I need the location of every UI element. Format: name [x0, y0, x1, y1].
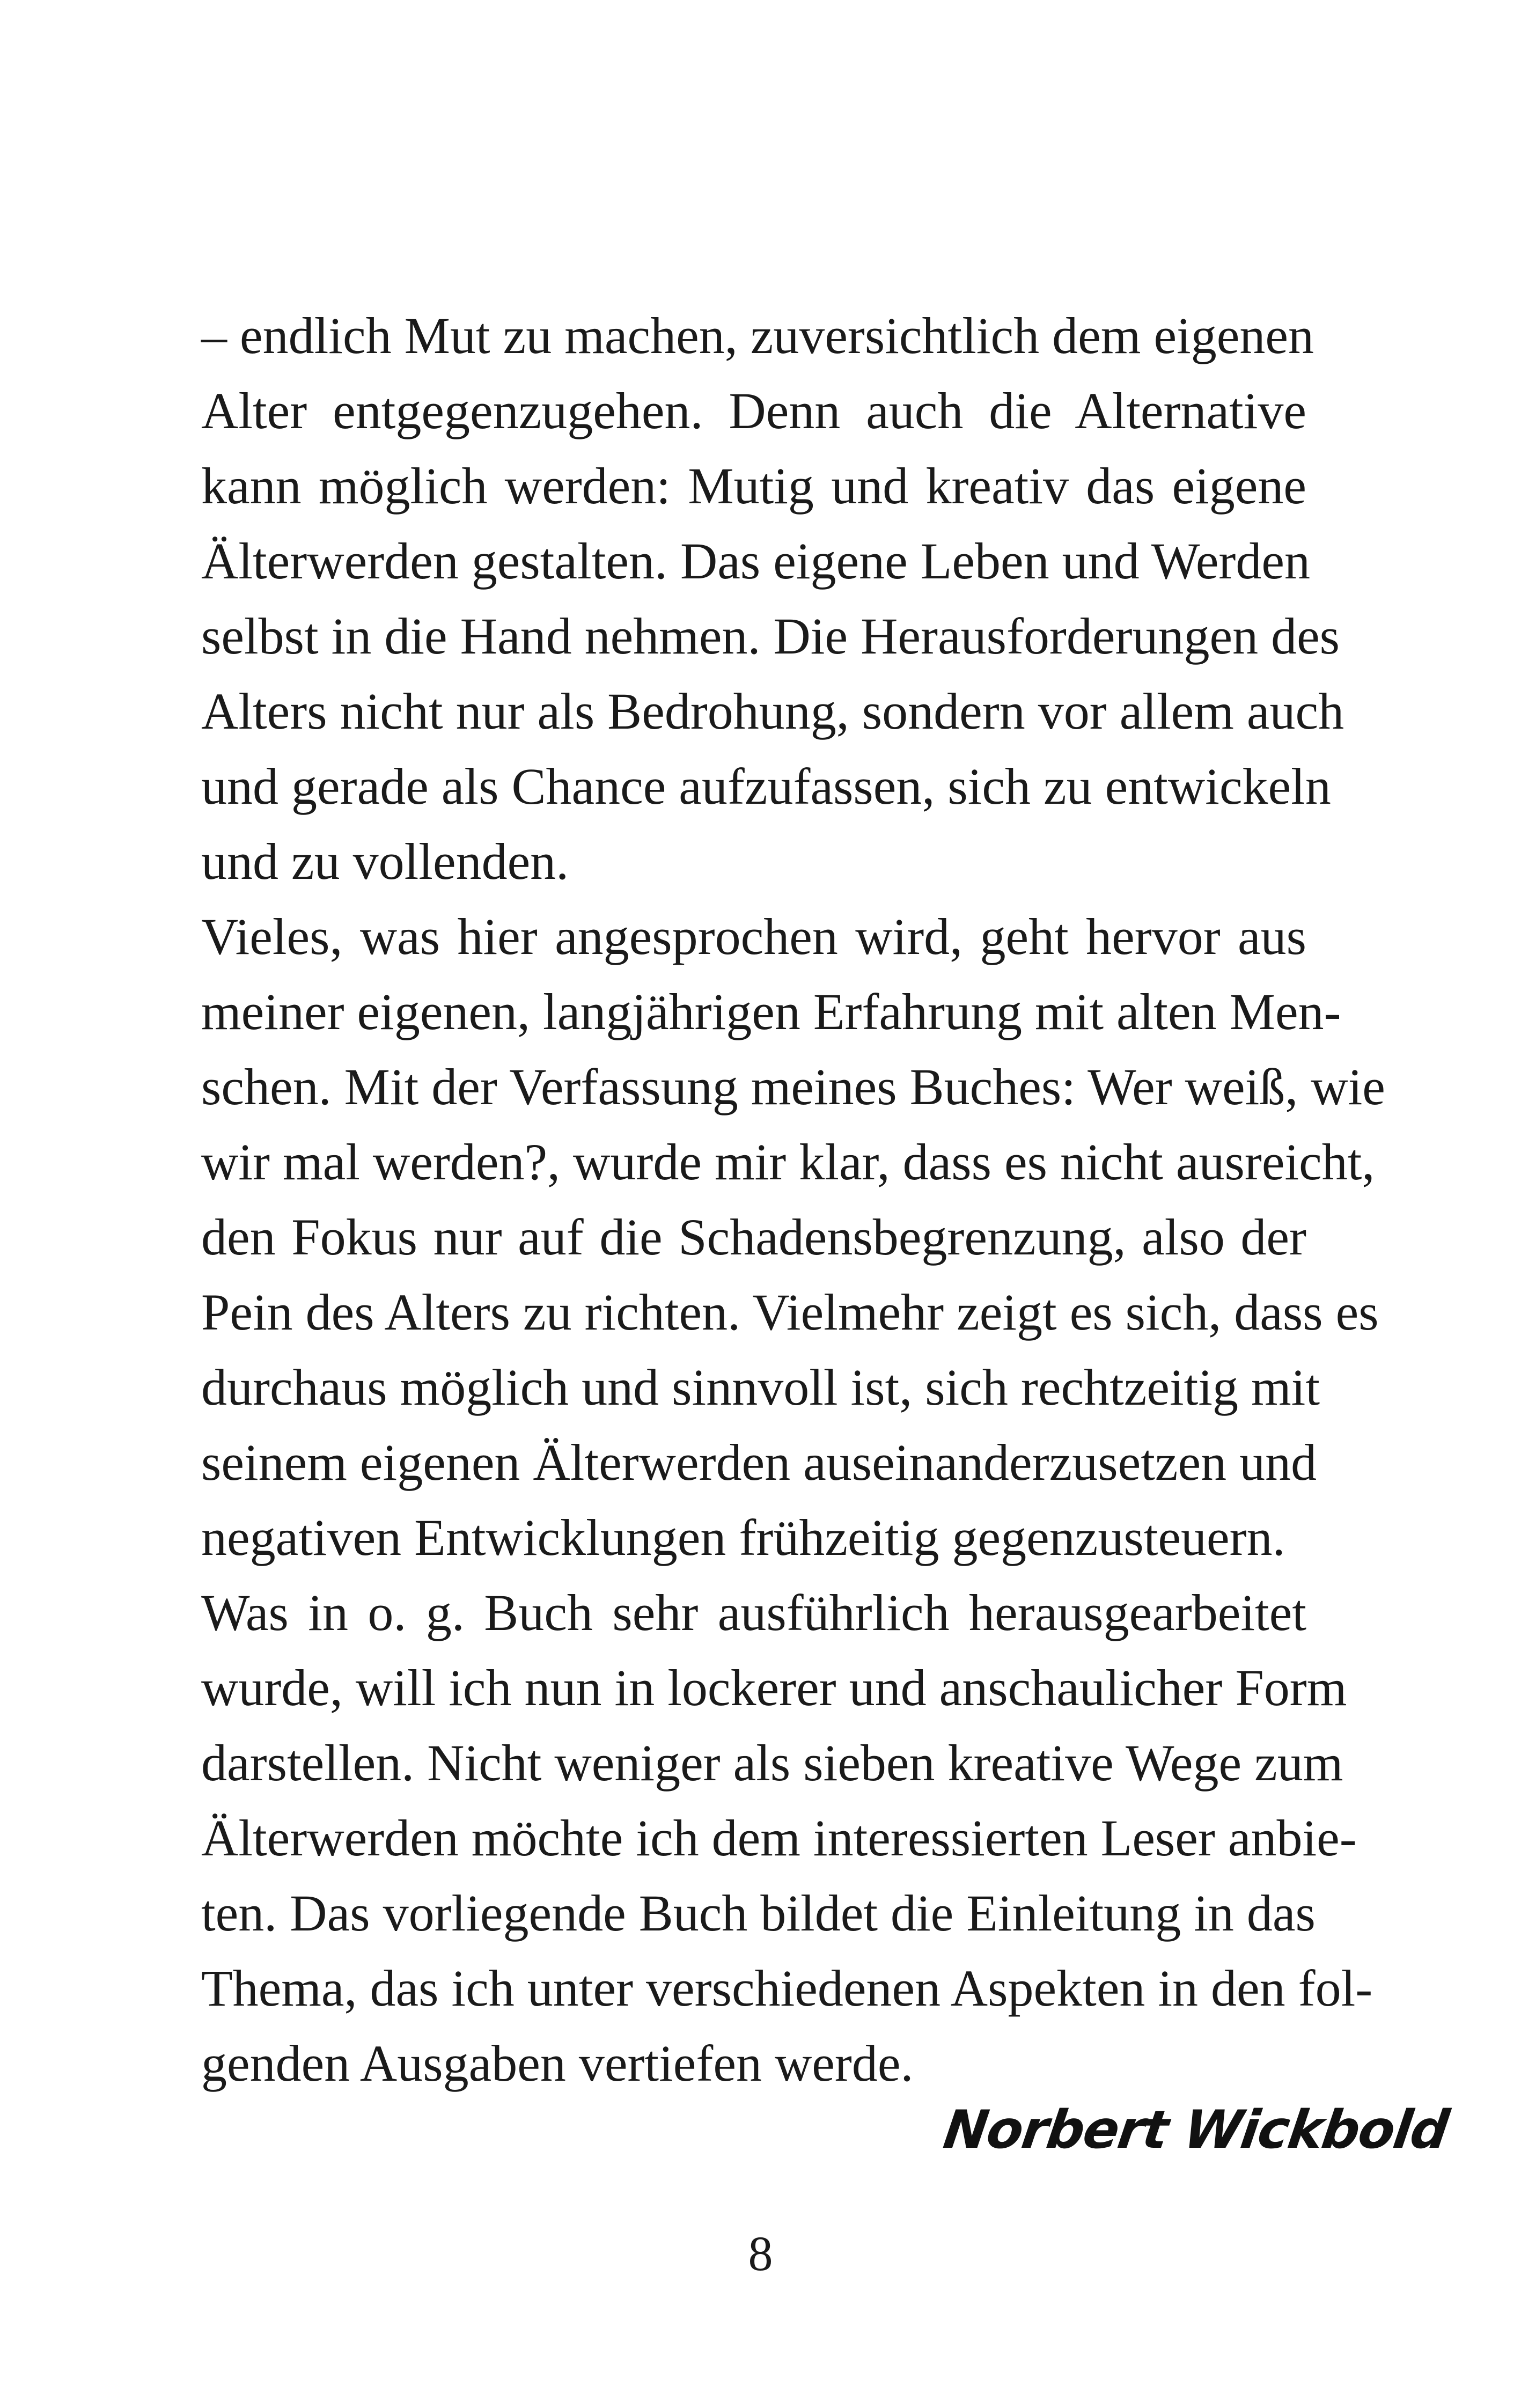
- signature-text: Norbert Wickbold: [939, 2099, 1452, 2161]
- body-text: [201, 298, 1385, 2101]
- text-line: seinem eigenen Älterwerden auseinanderzusetzen und: [201, 1434, 1317, 1491]
- text-line: darstellen. Nicht weniger als sieben kreative Wege zum: [201, 1734, 1343, 1792]
- text-line: – endlich Mut zu machen, zuversichtlich dem eigenen: [201, 307, 1314, 364]
- text-line: Alters nicht nur als Bedrohung, sondern vor allem auch: [201, 682, 1344, 740]
- text-line: Älterwerden gestalten. Das eigene Leben und Werden: [201, 532, 1310, 590]
- text-line: schen. Mit der Verfassung meines Buches: Wer weiß, wie: [201, 1058, 1385, 1115]
- text-line: und gerade als Chance aufzufassen, sich zu entwickeln: [201, 758, 1331, 815]
- text-line: kann möglich werden: Mutig und kreativ das eigene: [201, 457, 1306, 515]
- text-line: Pein des Alters zu richten. Vielmehr zeigt es sich, dass es: [201, 1283, 1379, 1341]
- text-line: Vieles, was hier angesprochen wird, geht hervor aus: [201, 908, 1306, 965]
- author-signature: [939, 2087, 1452, 2173]
- text-line: negativen Entwicklungen frühzeitig gegenzusteuern.: [201, 1509, 1285, 1566]
- text-line: Älterwerden möchte ich dem interessierten Leser anbie-: [201, 1809, 1357, 1867]
- text-line: genden Ausgaben vertiefen werde.: [201, 2035, 914, 2092]
- text-line: Alter entgegenzugehen. Denn auch die Alternative: [201, 382, 1306, 439]
- text-line: den Fokus nur auf die Schadensbegrenzung, also der: [201, 1208, 1306, 1266]
- text-line: Was in o. g. Buch sehr ausführlich herausgearbeitet: [201, 1584, 1306, 1641]
- text-line: wurde, will ich nun in lockerer und anschaulicher Form: [201, 1659, 1347, 1716]
- text-line: meiner eigenen, langjährigen Erfahrung mit alten Men-: [201, 983, 1341, 1040]
- text-line: ten. Das vorliegende Buch bildet die Einleitung in das: [201, 1884, 1316, 1942]
- text-line: Thema, das ich unter verschiedenen Aspekten in den fol-: [201, 1959, 1373, 2017]
- text-line: und zu vollenden.: [201, 833, 569, 890]
- page-number: 8: [748, 2226, 773, 2281]
- text-line: wir mal werden?, wurde mir klar, dass es nicht ausreicht,: [201, 1133, 1375, 1191]
- text-line: durchaus möglich und sinnvoll ist, sich rechtzeitig mit: [201, 1359, 1320, 1416]
- text-line: selbst in die Hand nehmen. Die Herausforderungen des: [201, 607, 1340, 665]
